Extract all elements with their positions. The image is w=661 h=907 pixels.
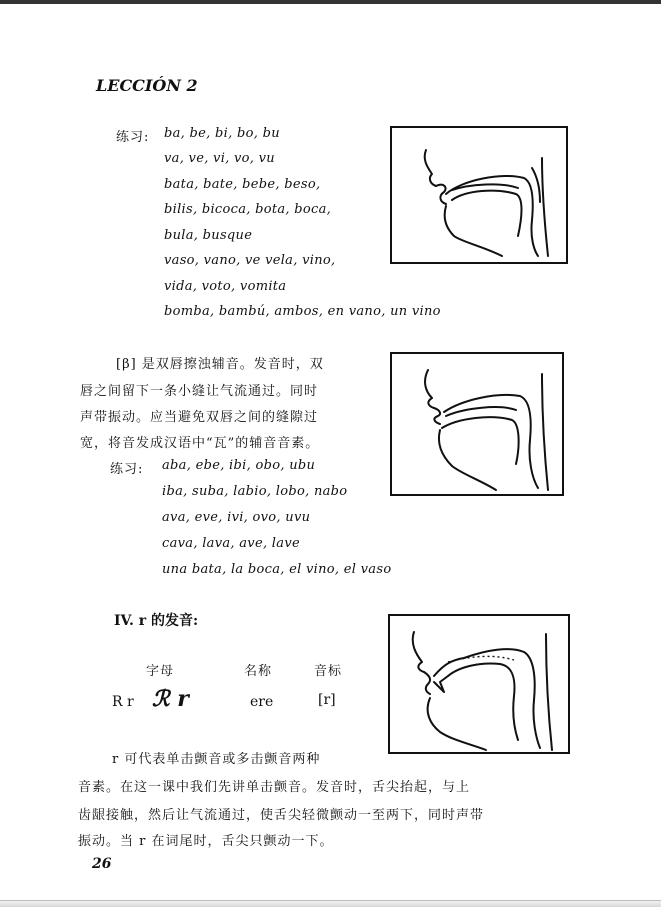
mouth-profile-illustration [392, 354, 562, 494]
exercise-line: bata, bate, bebe, beso, [164, 177, 321, 192]
exercise-line: va, ve, vi, vo, vu [164, 151, 275, 166]
mouth-diagram-2 [390, 352, 564, 496]
exercise-label-1: 练习: [116, 130, 150, 145]
exercise-line: ba, be, bi, bo, bu [164, 126, 280, 141]
mouth-profile-illustration [390, 616, 568, 752]
table-header-letter: 字母 [146, 664, 175, 679]
exercise-line: vaso, vano, ve vela, vino, [164, 253, 336, 268]
mouth-diagram-3 [388, 614, 570, 754]
exercise-label-2: 练习: [110, 462, 144, 477]
exercise-line: cava, lava, ave, lave [162, 536, 300, 551]
page-number: 26 [92, 856, 112, 872]
exercise-line: bomba, bambú, ambos, en vano, un vino [164, 304, 441, 319]
letter-name: ere [250, 694, 274, 710]
mouth-profile-illustration [392, 128, 566, 262]
letter-phonetic: [r] [318, 692, 336, 708]
section-heading: IV. r 的发音: [114, 613, 199, 629]
letter-print: R r [112, 694, 134, 710]
paragraph-line: 声带振动。应当避免双唇之间的缝隙过 [80, 410, 319, 425]
letter-script: ℛ r [152, 686, 189, 712]
exercise-line: iba, suba, labio, lobo, nabo [162, 484, 348, 499]
exercise-line: bula, busque [164, 228, 253, 243]
paragraph-line: 齿龈接触，然后让气流通过，使舌尖轻微颤动一至两下，同时声带 [78, 808, 485, 823]
table-header-phonetic: 音标 [314, 664, 343, 679]
paragraph-line: [β] 是双唇擦浊辅音。发音时，双 [116, 357, 324, 372]
paragraph-line: 宽，将音发成汉语中“瓦”的辅音音素。 [80, 436, 320, 451]
paragraph-line: 唇之间留下一条小缝让气流通过。同时 [80, 384, 319, 399]
exercise-line: aba, ebe, ibi, obo, ubu [162, 458, 316, 473]
paragraph-line: 音素。在这一课中我们先讲单击颤音。发音时，舌尖抬起，与上 [78, 780, 471, 795]
lesson-title: LECCIÓN 2 [96, 76, 198, 95]
mouth-diagram-1 [390, 126, 568, 264]
paragraph-line: 振动。当 r 在词尾时，舌尖只颤动一下。 [78, 834, 334, 849]
top-border [0, 0, 661, 4]
table-header-name: 名称 [244, 664, 273, 679]
exercise-line: bilis, bicoca, bota, boca, [164, 202, 332, 217]
paragraph-line: r 可代表单击颤音或多击颤音两种 [112, 752, 321, 767]
exercise-line: ava, eve, ivi, ovo, uvu [162, 510, 311, 525]
exercise-line: vida, voto, vomita [164, 279, 287, 294]
exercise-line: una bata, la boca, el vino, el vaso [162, 562, 392, 577]
